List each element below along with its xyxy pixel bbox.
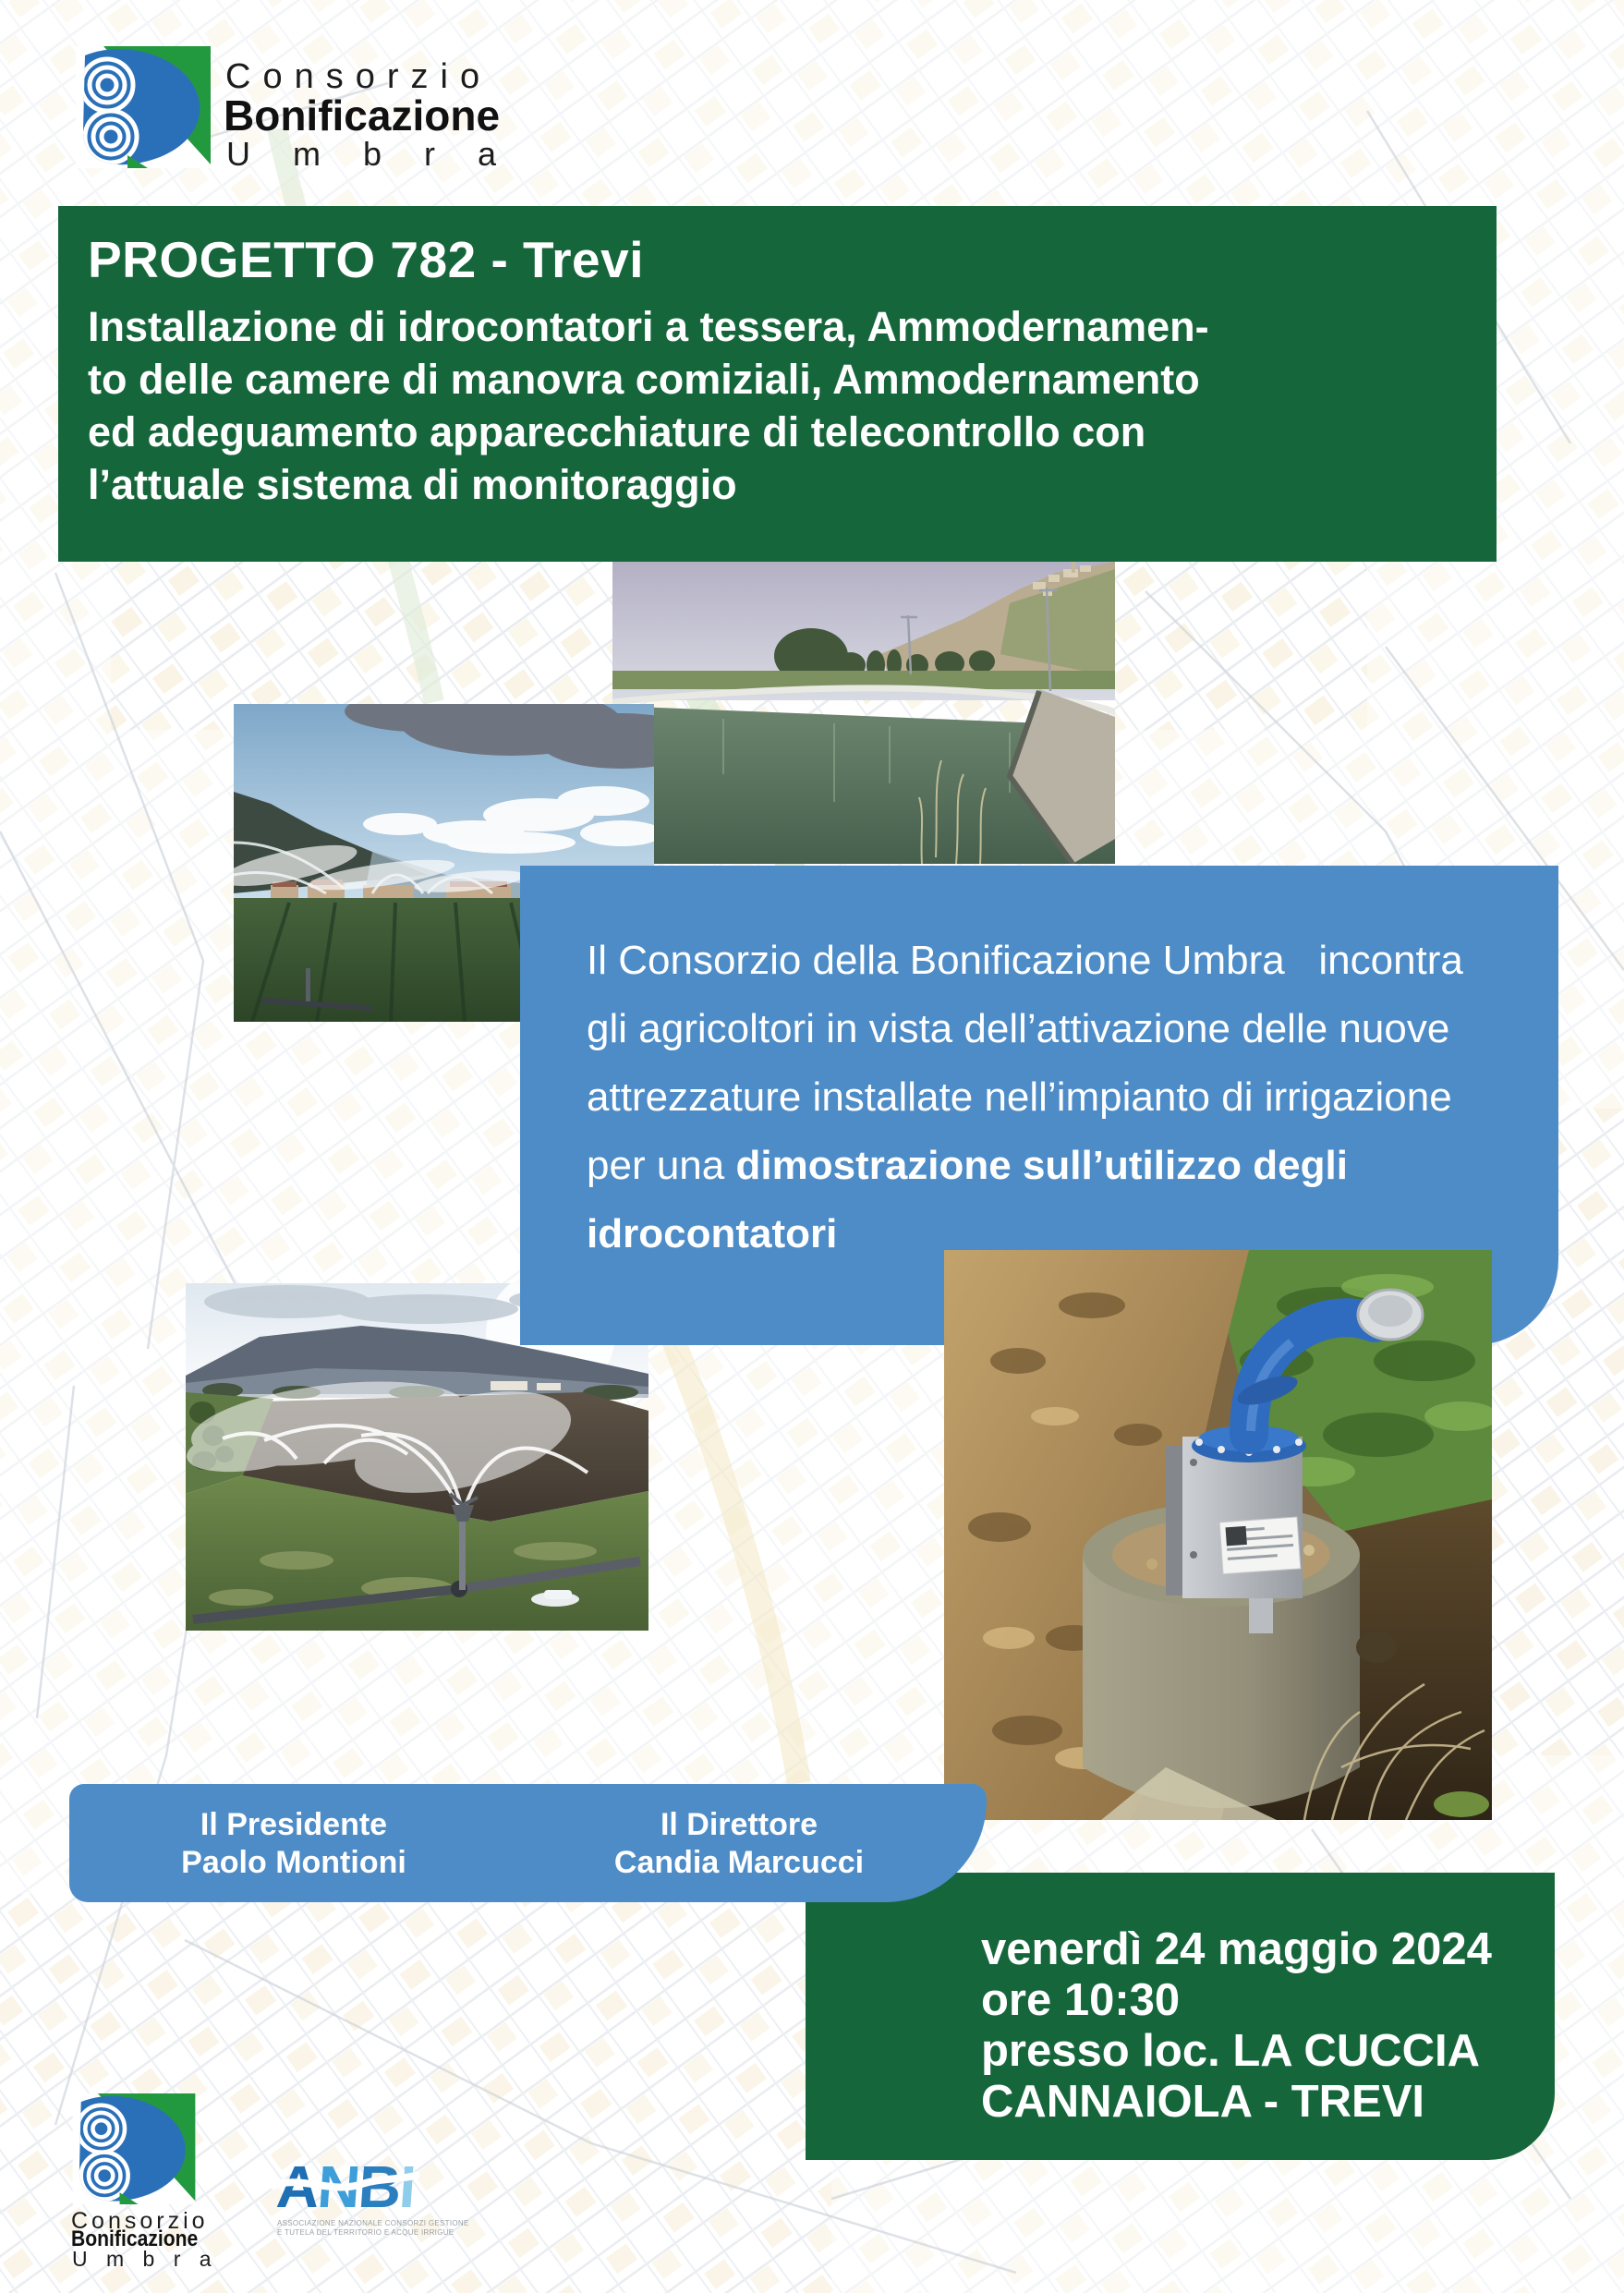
project-banner — [58, 206, 1497, 562]
anbi-letter-i: I — [396, 2153, 417, 2220]
footer-brand — [69, 2093, 254, 2278]
project-subtitle-line: ed adeguamento apparecchiature di telecontrollo con — [88, 408, 1146, 455]
anbi-logo — [274, 2151, 469, 2252]
signature-president — [104, 1806, 483, 1882]
brand-name-line2: Bonificazione — [224, 91, 501, 140]
invite-line — [587, 1132, 1521, 1200]
brand-name-line3: U m b r a — [226, 135, 514, 173]
footer-brand-line1: Consorzio — [71, 2208, 209, 2234]
header-brand — [76, 46, 556, 176]
project-subtitle-line: to delle camere di manovra comiziali, Ammodernamento — [88, 356, 1200, 403]
invite-line: gli agricoltori in vista dell’attivazione delle nuove — [587, 1006, 1450, 1051]
consorzio-bonificazione-umbra-logo-icon — [69, 2093, 199, 2204]
signature-director — [550, 1806, 928, 1882]
photo-water-meter-hydrant — [944, 1250, 1492, 1820]
anbi-letter-a: A — [274, 2153, 321, 2220]
anbi-letter-n: N — [315, 2153, 361, 2220]
invite-line: attrezzature installate nell’impianto di irrigazione — [587, 1074, 1452, 1120]
invite-line: Il Consorzio della Bonificazione Umbra incontra — [587, 938, 1463, 983]
footer-brand-line3: U m b r a — [72, 2247, 218, 2271]
project-subtitle-line: l’attuale sistema di monitoraggio — [88, 461, 737, 508]
event-place-line2: CANNAIOLA - TREVI — [981, 2077, 1424, 2127]
anbi-caption-line1: ASSOCIAZIONE NAZIONALE CONSORZI GESTIONE — [277, 2219, 469, 2227]
president-name: Paolo Montioni — [181, 1845, 406, 1880]
event-place-line1: presso loc. LA CUCCIA — [981, 2026, 1480, 2076]
anbi-wave-icon — [272, 2151, 419, 2220]
invite-line4-regular: per una — [587, 1143, 736, 1188]
project-title: PROGETTO 782 - Trevi — [88, 231, 644, 288]
event-date: venerdì 24 maggio 2024 — [981, 1924, 1492, 1974]
photo-reservoir — [612, 562, 1115, 864]
signatures-bar — [69, 1784, 987, 1902]
anbi-caption-line2: E TUTELA DEL TERRITORIO E ACQUE IRRIGUE — [277, 2228, 454, 2237]
invite-line: idrocontatori — [587, 1211, 838, 1256]
director-name: Candia Marcucci — [613, 1845, 865, 1880]
event-panel — [806, 1873, 1555, 2160]
project-subtitle-line: Installazione di idrocontatori a tessera, Ammodernamen- — [88, 303, 1209, 350]
director-role: Il Direttore — [660, 1807, 818, 1842]
event-time: ore 10:30 — [981, 1975, 1181, 2025]
consorzio-bonificazione-umbra-logo-icon — [76, 46, 211, 168]
brand-name-line1: Consorzio — [225, 57, 492, 96]
footer-brand-line2: Bonificazione — [71, 2226, 199, 2251]
president-role: Il Presidente — [200, 1807, 388, 1842]
anbi-letter-b: B — [356, 2153, 402, 2220]
invite-line4-bold: dimostrazione sull’utilizzo degli — [735, 1143, 1348, 1188]
